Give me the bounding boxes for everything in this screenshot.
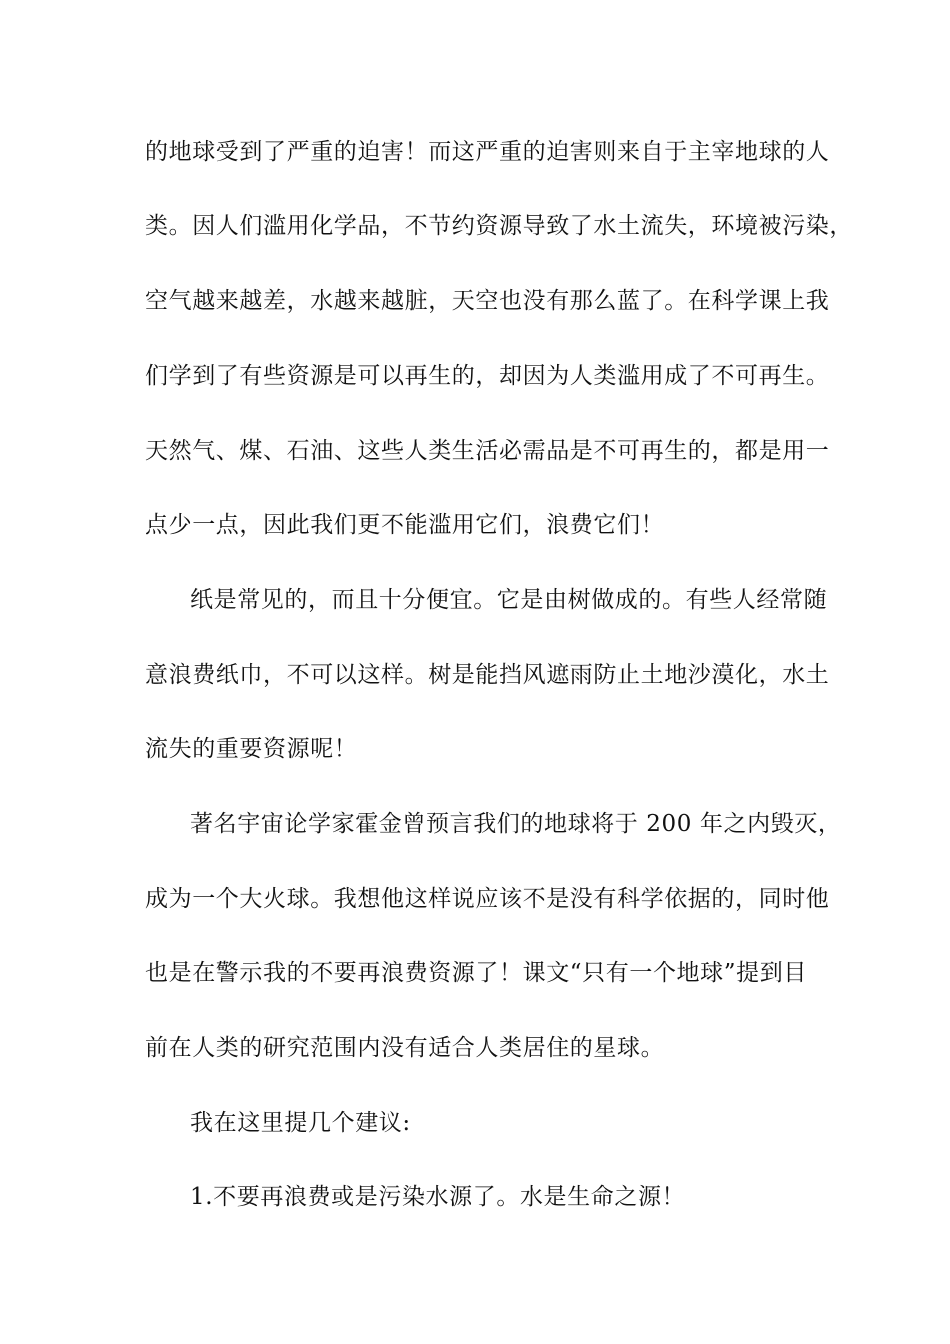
paragraph-first-line: 著名宇宙论学家霍金曾预言我们的地球将于 200 年之内毁灭， — [190, 811, 842, 837]
text-line: 类。因人们滥用化学品，不节约资源导致了水土流失，环境被污染， — [145, 213, 853, 239]
text-line: 前在人类的研究范围内没有适合人类居住的星球。 — [145, 1035, 665, 1061]
text-line: 点少一点，因此我们更不能滥用它们，浪费它们！ — [145, 512, 665, 538]
text-line: 意浪费纸巾，不可以这样。树是能挡风遮雨防止土地沙漠化，水土 — [145, 662, 830, 688]
paragraph-first-line: 我在这里提几个建议: — [190, 1110, 411, 1136]
list-item: 1.不要再浪费或是污染水源了。水是生命之源！ — [190, 1184, 686, 1210]
text-line: 们学到了有些资源是可以再生的，却因为人类滥用成了不可再生。 — [145, 363, 830, 389]
text-line: 成为一个大火球。我想他这样说应该不是没有科学依据的，同时他 — [145, 886, 830, 912]
text-line: 流失的重要资源呢！ — [145, 736, 358, 762]
text-line: 空气越来越差，水越来越脏，天空也没有那么蓝了。在科学课上我 — [145, 288, 830, 314]
paragraph-first-line: 纸是常见的，而且十分便宜。它是由树做成的。有些人经常随 — [190, 587, 828, 613]
text-line: 也是在警示我的不要再浪费资源了！课文“只有一个地球”提到目 — [145, 960, 807, 986]
text-line: 的地球受到了严重的迫害！而这严重的迫害则来自于主宰地球的人 — [145, 139, 830, 165]
text-line: 天然气、煤、石油、这些人类生活必需品是不可再生的，都是用一 — [145, 438, 830, 464]
